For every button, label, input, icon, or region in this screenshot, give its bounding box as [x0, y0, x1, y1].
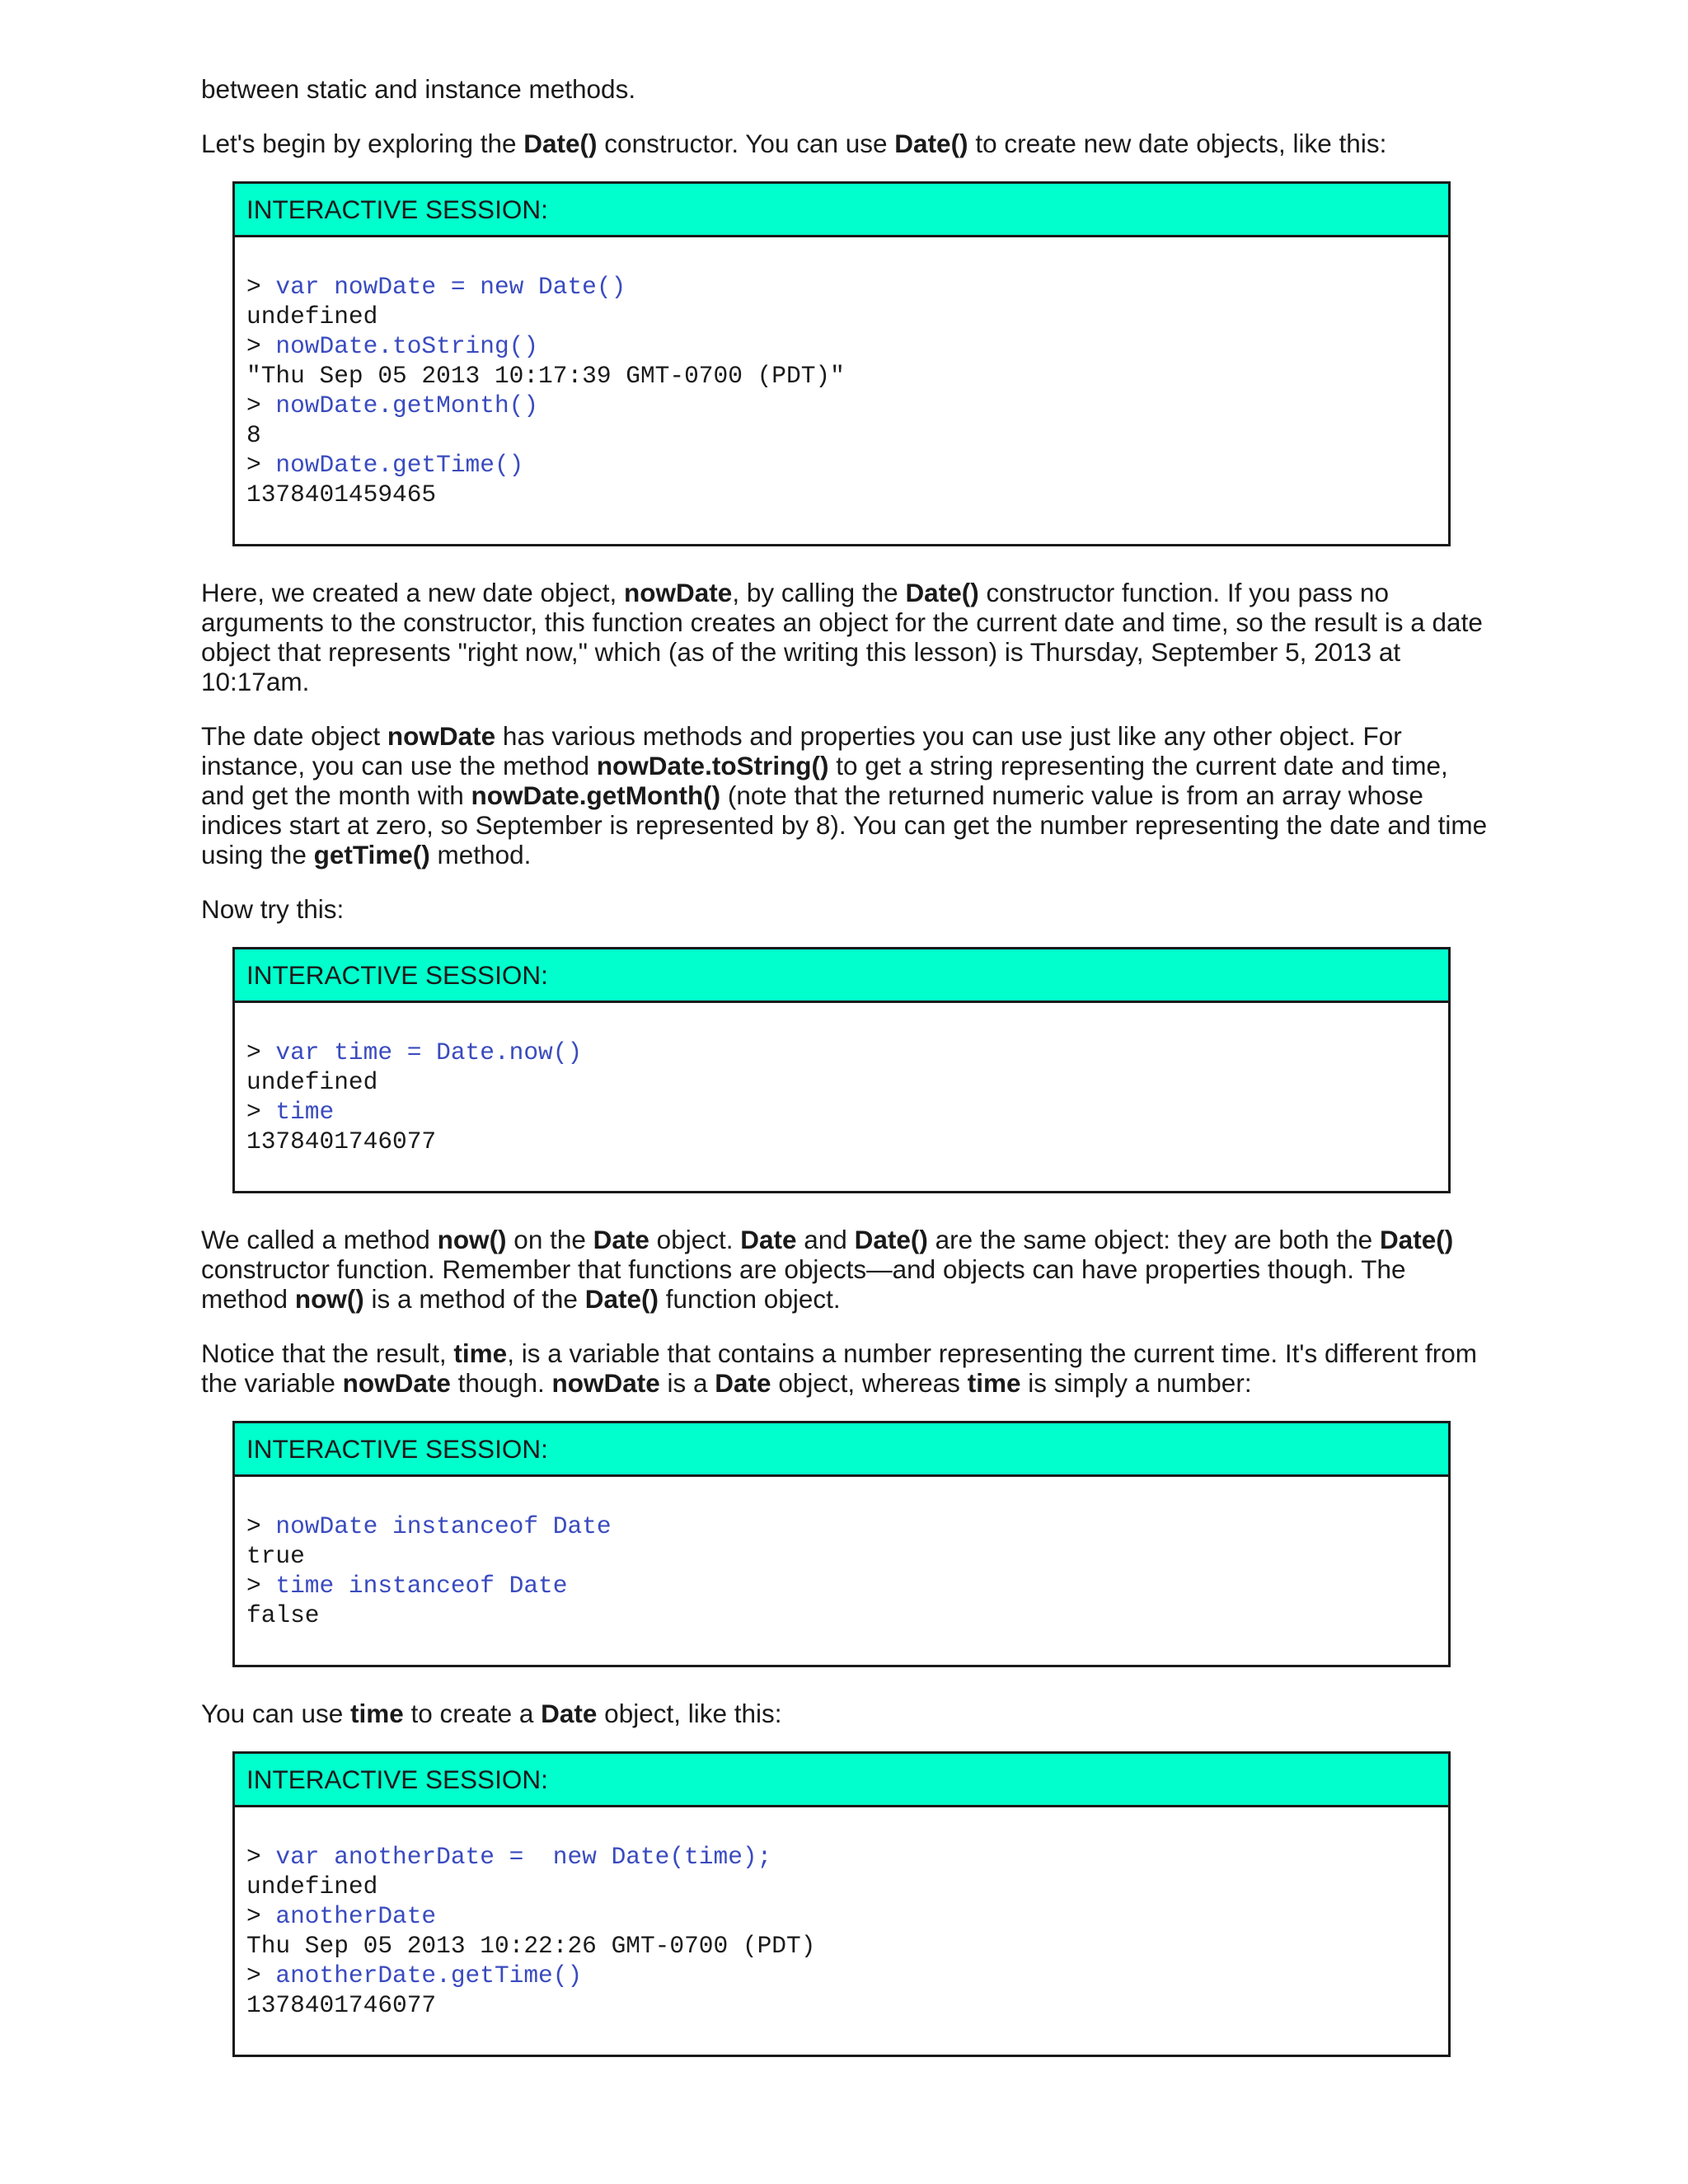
command-line	[246, 1842, 1437, 1872]
command-line	[246, 1901, 1437, 1931]
session-header: INTERACTIVE SESSION:	[235, 1754, 1448, 1807]
prompt-symbol: >	[246, 1572, 276, 1600]
output-line: "Thu Sep 05 2013 10:17:39 GMT-0700 (PDT)"	[246, 362, 845, 390]
code-term: Date	[740, 1225, 797, 1254]
output-line: undefined	[246, 1068, 378, 1096]
command-text: anotherDate	[275, 1902, 437, 1930]
output-line: Thu Sep 05 2013 10:22:26 GMT-0700 (PDT)	[246, 1932, 816, 1960]
code-term: Date	[593, 1225, 649, 1254]
paragraph-create-date-from-time: You can use time to create a Date object, like this:	[201, 1699, 782, 1728]
session-body[interactable]	[235, 1003, 1448, 1191]
code-term: Date()	[584, 1284, 659, 1314]
session-header: INTERACTIVE SESSION:	[235, 184, 1448, 237]
code-term: nowDate	[342, 1368, 451, 1398]
code-term: now()	[437, 1225, 507, 1254]
command-line	[246, 391, 1437, 420]
session-body[interactable]	[235, 1477, 1448, 1665]
paragraph-date-constructor: Let's begin by exploring the Date() constructor. You can use Date() to create new date objects, like this:	[201, 129, 1387, 158]
code-term: nowDate.getMonth()	[471, 780, 721, 810]
output-line: 8	[246, 421, 261, 449]
command-line	[246, 1511, 1437, 1541]
code-term: Date	[715, 1368, 771, 1398]
command-line	[246, 331, 1437, 361]
command-text: var nowDate = new Date()	[275, 273, 626, 301]
code-term: Date()	[905, 578, 979, 607]
code-term: getTime()	[313, 840, 430, 869]
output-line: undefined	[246, 1872, 378, 1900]
command-text: nowDate.getMonth()	[275, 391, 539, 419]
command-text: nowDate.getTime()	[275, 451, 524, 479]
code-term: nowDate	[551, 1368, 660, 1398]
output-line: false	[246, 1601, 320, 1629]
output-line: undefined	[246, 302, 378, 330]
output-line: 1378401746077	[246, 1991, 437, 2019]
code-term: time	[350, 1699, 404, 1728]
code-term: Date()	[1379, 1225, 1454, 1254]
prompt-symbol: >	[246, 391, 276, 419]
code-term: Date	[541, 1699, 598, 1728]
output-line: true	[246, 1542, 305, 1570]
paragraph-time-variable: Notice that the result, time, is a variable that contains a number representing the current time. It's different from the variable nowDate though. nowDate is a Date object, whereas time is simply a number:	[201, 1338, 1477, 1398]
command-text: anotherDate.getTime()	[275, 1961, 583, 1990]
paragraph-date-methods: The date object nowDate has various methods and properties you can use just like any other object. For instance, you can use the method nowDate.toString() to get a string representing the current date and time, and get the month with nowDate.getMonth() (note that the returned numeric value is from an array whose indices start at zero, so September is represented by 8). You can get the number representing the date and time using the getTime() method.	[201, 721, 1488, 869]
command-text: time	[275, 1098, 335, 1126]
session-body[interactable]	[235, 237, 1448, 544]
code-term: Date()	[854, 1225, 928, 1254]
session-header: INTERACTIVE SESSION:	[235, 1423, 1448, 1477]
session-header: INTERACTIVE SESSION:	[235, 949, 1448, 1003]
command-text: time instanceof Date	[275, 1572, 568, 1600]
code-term: nowDate	[387, 721, 496, 751]
command-line	[246, 1038, 1437, 1067]
document-page	[201, 74, 1495, 2057]
prompt-symbol: >	[246, 332, 276, 360]
code-term: time	[453, 1338, 508, 1368]
prompt-symbol: >	[246, 1098, 276, 1126]
command-text: var anotherDate = new Date(time);	[275, 1843, 772, 1871]
output-line: 1378401459465	[246, 480, 437, 509]
code-term: Date()	[523, 129, 598, 158]
interactive-session-4	[232, 1751, 1451, 2057]
command-line	[246, 272, 1437, 302]
prompt-symbol: >	[246, 451, 276, 479]
code-term: nowDate	[624, 578, 733, 607]
command-text: nowDate instanceof Date	[275, 1512, 612, 1540]
code-term: now()	[294, 1284, 364, 1314]
prompt-symbol: >	[246, 1038, 276, 1066]
interactive-session-3	[232, 1421, 1451, 1667]
command-line	[246, 1097, 1437, 1127]
command-line	[246, 1571, 1437, 1601]
paragraph-intro-tail: between static and instance methods.	[201, 74, 636, 104]
command-text: nowDate.toString()	[275, 332, 539, 360]
paragraph-now-try: Now try this:	[201, 894, 345, 924]
output-line: 1378401746077	[246, 1127, 437, 1155]
code-term: Date()	[894, 129, 968, 158]
code-term: nowDate.toString()	[596, 751, 829, 780]
paragraph-date-now: We called a method now() on the Date object. Date and Date() are the same object: they are both the Date() constructor function. Remember that functions are objects—and objects can have properties though. The method now() is a method of the Date() function object.	[201, 1225, 1454, 1314]
prompt-symbol: >	[246, 1902, 276, 1930]
paragraph-nowdate-explanation: Here, we created a new date object, nowDate, by calling the Date() constructor function. If you pass no arguments to the constructor, this function creates an object for the current date and time, so the result is a date object that represents "right now," which (as of the writing this lesson) is Thursday, September 5, 2013 at 10:17am.	[201, 578, 1483, 696]
prompt-symbol: >	[246, 1843, 276, 1871]
interactive-session-1	[232, 181, 1451, 546]
code-term: time	[967, 1368, 1021, 1398]
command-line	[246, 1961, 1437, 1990]
prompt-symbol: >	[246, 1961, 276, 1990]
command-text: var time = Date.now()	[275, 1038, 583, 1066]
interactive-session-2	[232, 947, 1451, 1193]
session-body[interactable]	[235, 1807, 1448, 2055]
prompt-symbol: >	[246, 1512, 276, 1540]
prompt-symbol: >	[246, 273, 276, 301]
command-line	[246, 450, 1437, 480]
